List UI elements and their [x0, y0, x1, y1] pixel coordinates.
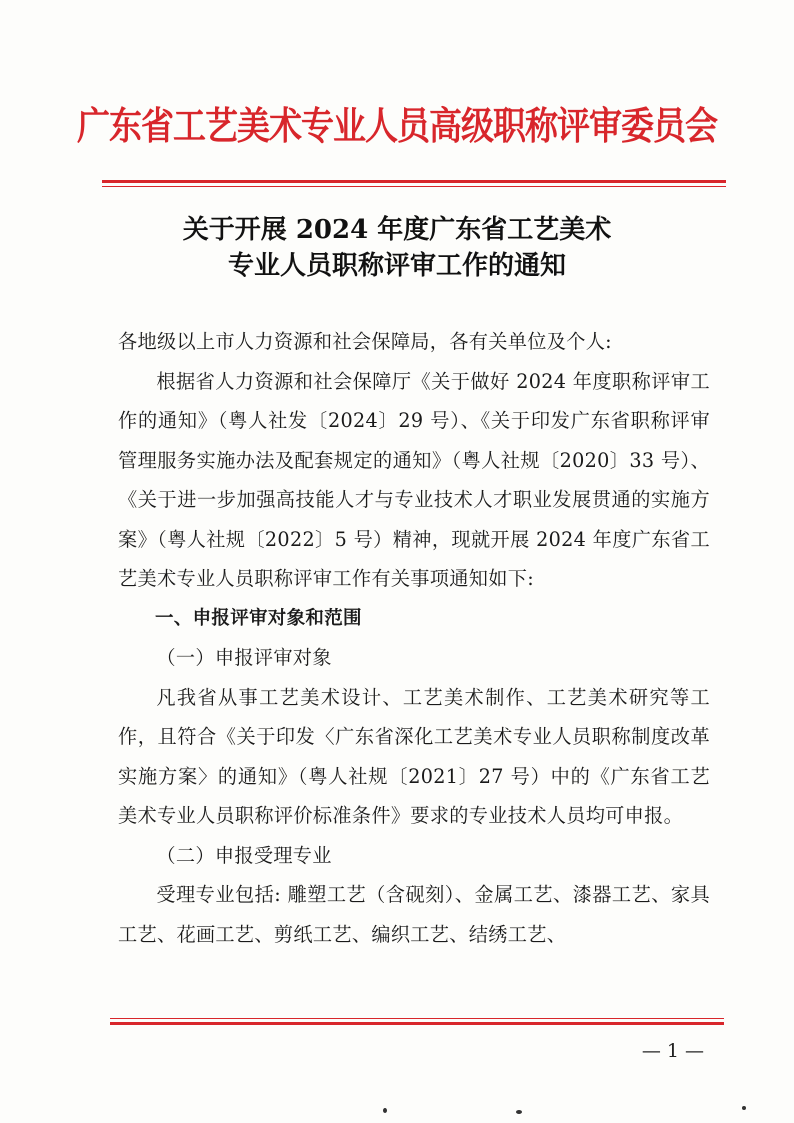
subsection-2-heading: （二）申报受理专业 — [156, 843, 332, 867]
scan-speck — [516, 1110, 522, 1114]
scan-speck — [742, 1106, 746, 1110]
document-body — [118, 322, 710, 954]
subsection-1-heading: （一）申报评审对象 — [156, 646, 332, 669]
header-rule-thin — [102, 186, 726, 187]
footer-rule-thick — [110, 1022, 724, 1025]
subsection-1-paragraph: 凡我省从事工艺美术设计、工艺美术制作、工艺美术研究等工作，且符合《关于印发〈广东省深化工艺美术专业人员职称制度改革实施方案〉的通知》（粤人社规〔2021〕27 号）中的《广东省工艺美术专业人员职称评价标准条件》要求的专业技术人员均可申报。 — [118, 685, 710, 827]
title-line-2: 专业人员职称评审工作的通知 — [227, 251, 566, 281]
page-number: — 1 — — [641, 1040, 704, 1062]
section-1-heading: 一、申报评审对象和范围 — [155, 607, 362, 629]
issuer-header: 广东省工艺美术专业人员高级职称评审委员会 — [77, 103, 717, 149]
document-title — [0, 212, 794, 284]
scan-speck — [383, 1108, 387, 1113]
subsection-2-paragraph: 受理专业包括: 雕塑工艺（含砚刻）、金属工艺、漆器工艺、家具工艺、花画工艺、剪纸工艺、编织工艺、结绣工艺、 — [118, 883, 710, 946]
intro-paragraph: 根据省人力资源和社会保障厅《关于做好 2024 年度职称评审工作的通知》（粤人社发〔2024〕29 号）、《关于印发广东省职称评审管理服务实施办法及配套规定的通知》（粤人社规〔2020〕33 号）、《关于进一步加强高技能人才与专业技术人才职业发展贯通的实施方案》（粤人社规〔2022〕5 号）精神，现就开展 2024 年度广东省工艺美术专业人员职称评审工作有关事项通知如下: — [118, 369, 710, 590]
header-rule-thick — [102, 180, 726, 183]
salutation: 各地级以上市人力资源和社会保障局，各有关单位及个人: — [118, 330, 612, 353]
footer-rule-thin — [110, 1018, 724, 1019]
title-line-1: 关于开展 2024 年度广东省工艺美术 — [182, 215, 612, 245]
